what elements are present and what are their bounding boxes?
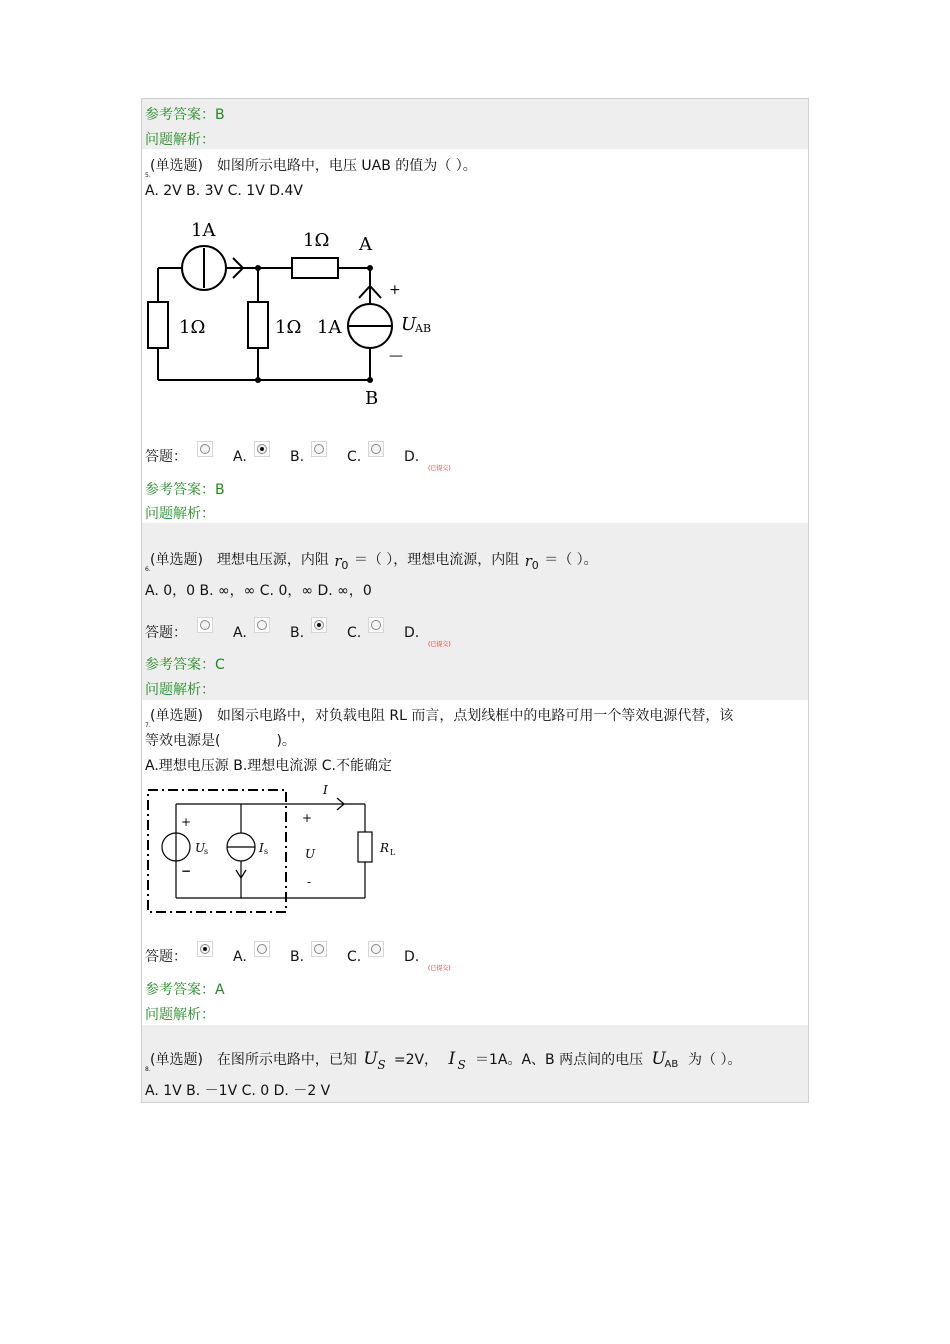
submitted-badge: (已提交) — [428, 641, 451, 648]
question-number: 5. — [145, 172, 151, 179]
question-text: (单选题) 理想电压源，内阻 r 0 ＝（ ），理想电流源，内阻 r 0 ＝（ ）。 — [150, 552, 598, 572]
q6-text-part2: ＝（ ），理想电流源，内阻 — [353, 552, 520, 568]
label-current: I — [323, 783, 328, 797]
reference-answer: 参考答案：B — [145, 107, 225, 123]
label-source-right: 1A — [317, 317, 342, 338]
circuit-diagram-q5 — [145, 212, 445, 412]
q6-text-part1: (单选题) 理想电压源，内阻 — [150, 552, 329, 568]
analysis-label: 问题解析： — [145, 506, 215, 522]
label-us: U — [195, 841, 206, 855]
label-rl-sub: L — [390, 848, 396, 857]
label-node-b: B — [365, 388, 379, 409]
q6-text-part3: ＝（ ）。 — [544, 552, 598, 568]
option-label-d: D. — [404, 449, 420, 465]
label-rl: R — [380, 841, 390, 855]
analysis-label: 问题解析： — [145, 132, 215, 148]
question-number: 6. — [145, 566, 151, 573]
answer-label: 答题： — [145, 449, 187, 465]
label-source-top: 1A — [191, 220, 216, 241]
label-u: U — [305, 847, 316, 861]
option-label-b: B. — [290, 949, 305, 965]
label-plus-right: + — [302, 811, 313, 825]
label-is-sub: s — [264, 847, 269, 856]
radio-option-a[interactable] — [197, 941, 213, 957]
analysis-label: 问题解析： — [145, 1007, 215, 1023]
question-text-line2: 等效电源是( )。 — [145, 733, 296, 749]
label-resistor-top: 1Ω — [303, 230, 330, 251]
q8-text-part3: ＝1A。A、B 两点间的电压 — [474, 1052, 644, 1068]
question-text-line1: (单选题) 如图示电路中，对负载电阻 RL 而言，点划线框中的电路可用一个等效电源代替，该 — [150, 708, 734, 724]
question-text: (单选题) 如图所示电路中，电压 UAB 的值为（ ）。 — [150, 158, 477, 174]
analysis-label: 问题解析： — [145, 682, 215, 698]
option-label-a: A. — [233, 949, 247, 965]
q8-text-part2: =2V， — [393, 1052, 439, 1068]
radio-option-b[interactable] — [254, 617, 270, 633]
label-minus-right: - — [307, 875, 312, 889]
label-plus: + — [389, 282, 401, 298]
label-resistor-mid: 1Ω — [275, 317, 302, 338]
radio-option-d[interactable] — [368, 617, 384, 633]
option-label-a: A. — [233, 449, 247, 465]
option-label-d: D. — [404, 625, 420, 641]
reference-answer: 参考答案：B — [145, 482, 225, 498]
option-label-b: B. — [290, 625, 305, 641]
radio-option-c[interactable] — [311, 617, 327, 633]
option-label-b: B. — [290, 449, 305, 465]
answer-label: 答题： — [145, 625, 187, 641]
option-label-c: C. — [347, 625, 362, 641]
question-options: A.理想电压源 B.理想电流源 C.不能确定 — [145, 758, 392, 774]
radio-option-a[interactable] — [197, 441, 213, 457]
question-options: A. 2V B. 3V C. 1V D.4V — [145, 183, 303, 199]
label-is: I — [259, 841, 264, 855]
option-label-a: A. — [233, 625, 247, 641]
label-minus-left: − — [181, 864, 192, 878]
radio-option-d[interactable] — [368, 941, 384, 957]
q8-text-part1: (单选题) 在图所示电路中，已知 — [150, 1052, 357, 1068]
reference-answer: 参考答案：A — [145, 982, 225, 998]
label-us-sub: s — [204, 847, 209, 856]
label-resistor-left: 1Ω — [179, 317, 206, 338]
option-label-d: D. — [404, 949, 420, 965]
question-number: 8. — [145, 1066, 151, 1073]
label-plus-left: + — [181, 815, 192, 829]
radio-option-a[interactable] — [197, 617, 213, 633]
label-u: U — [401, 314, 417, 335]
label-minus: — — [389, 348, 403, 364]
radio-option-b[interactable] — [254, 441, 270, 457]
radio-option-d[interactable] — [368, 441, 384, 457]
submitted-badge: (已提交) — [428, 965, 451, 972]
question-options: A. 0，0 B. ∞，∞ C. 0，∞ D. ∞，0 — [145, 583, 372, 599]
q8-text-part4: 为（ ）。 — [688, 1052, 742, 1068]
option-label-c: C. — [347, 449, 362, 465]
option-label-c: C. — [347, 949, 362, 965]
question-text: (单选题) 在图所示电路中，已知 U S =2V， I S ＝1A。A、B 两点间的电压 U AB 为（ ）。 — [150, 1049, 742, 1072]
question-options: A. 1V B. －1V C. 0 D. －2 V — [145, 1083, 331, 1099]
radio-option-c[interactable] — [311, 441, 327, 457]
answer-label: 答题： — [145, 949, 187, 965]
submitted-badge: (已提交) — [428, 465, 451, 472]
circuit-diagram-q7 — [145, 782, 405, 918]
question-number: 7. — [145, 722, 151, 729]
label-node-a: A — [359, 234, 372, 255]
radio-option-c[interactable] — [311, 941, 327, 957]
reference-answer: 参考答案：C — [145, 657, 225, 673]
radio-option-b[interactable] — [254, 941, 270, 957]
label-u-sub: AB — [415, 322, 432, 335]
